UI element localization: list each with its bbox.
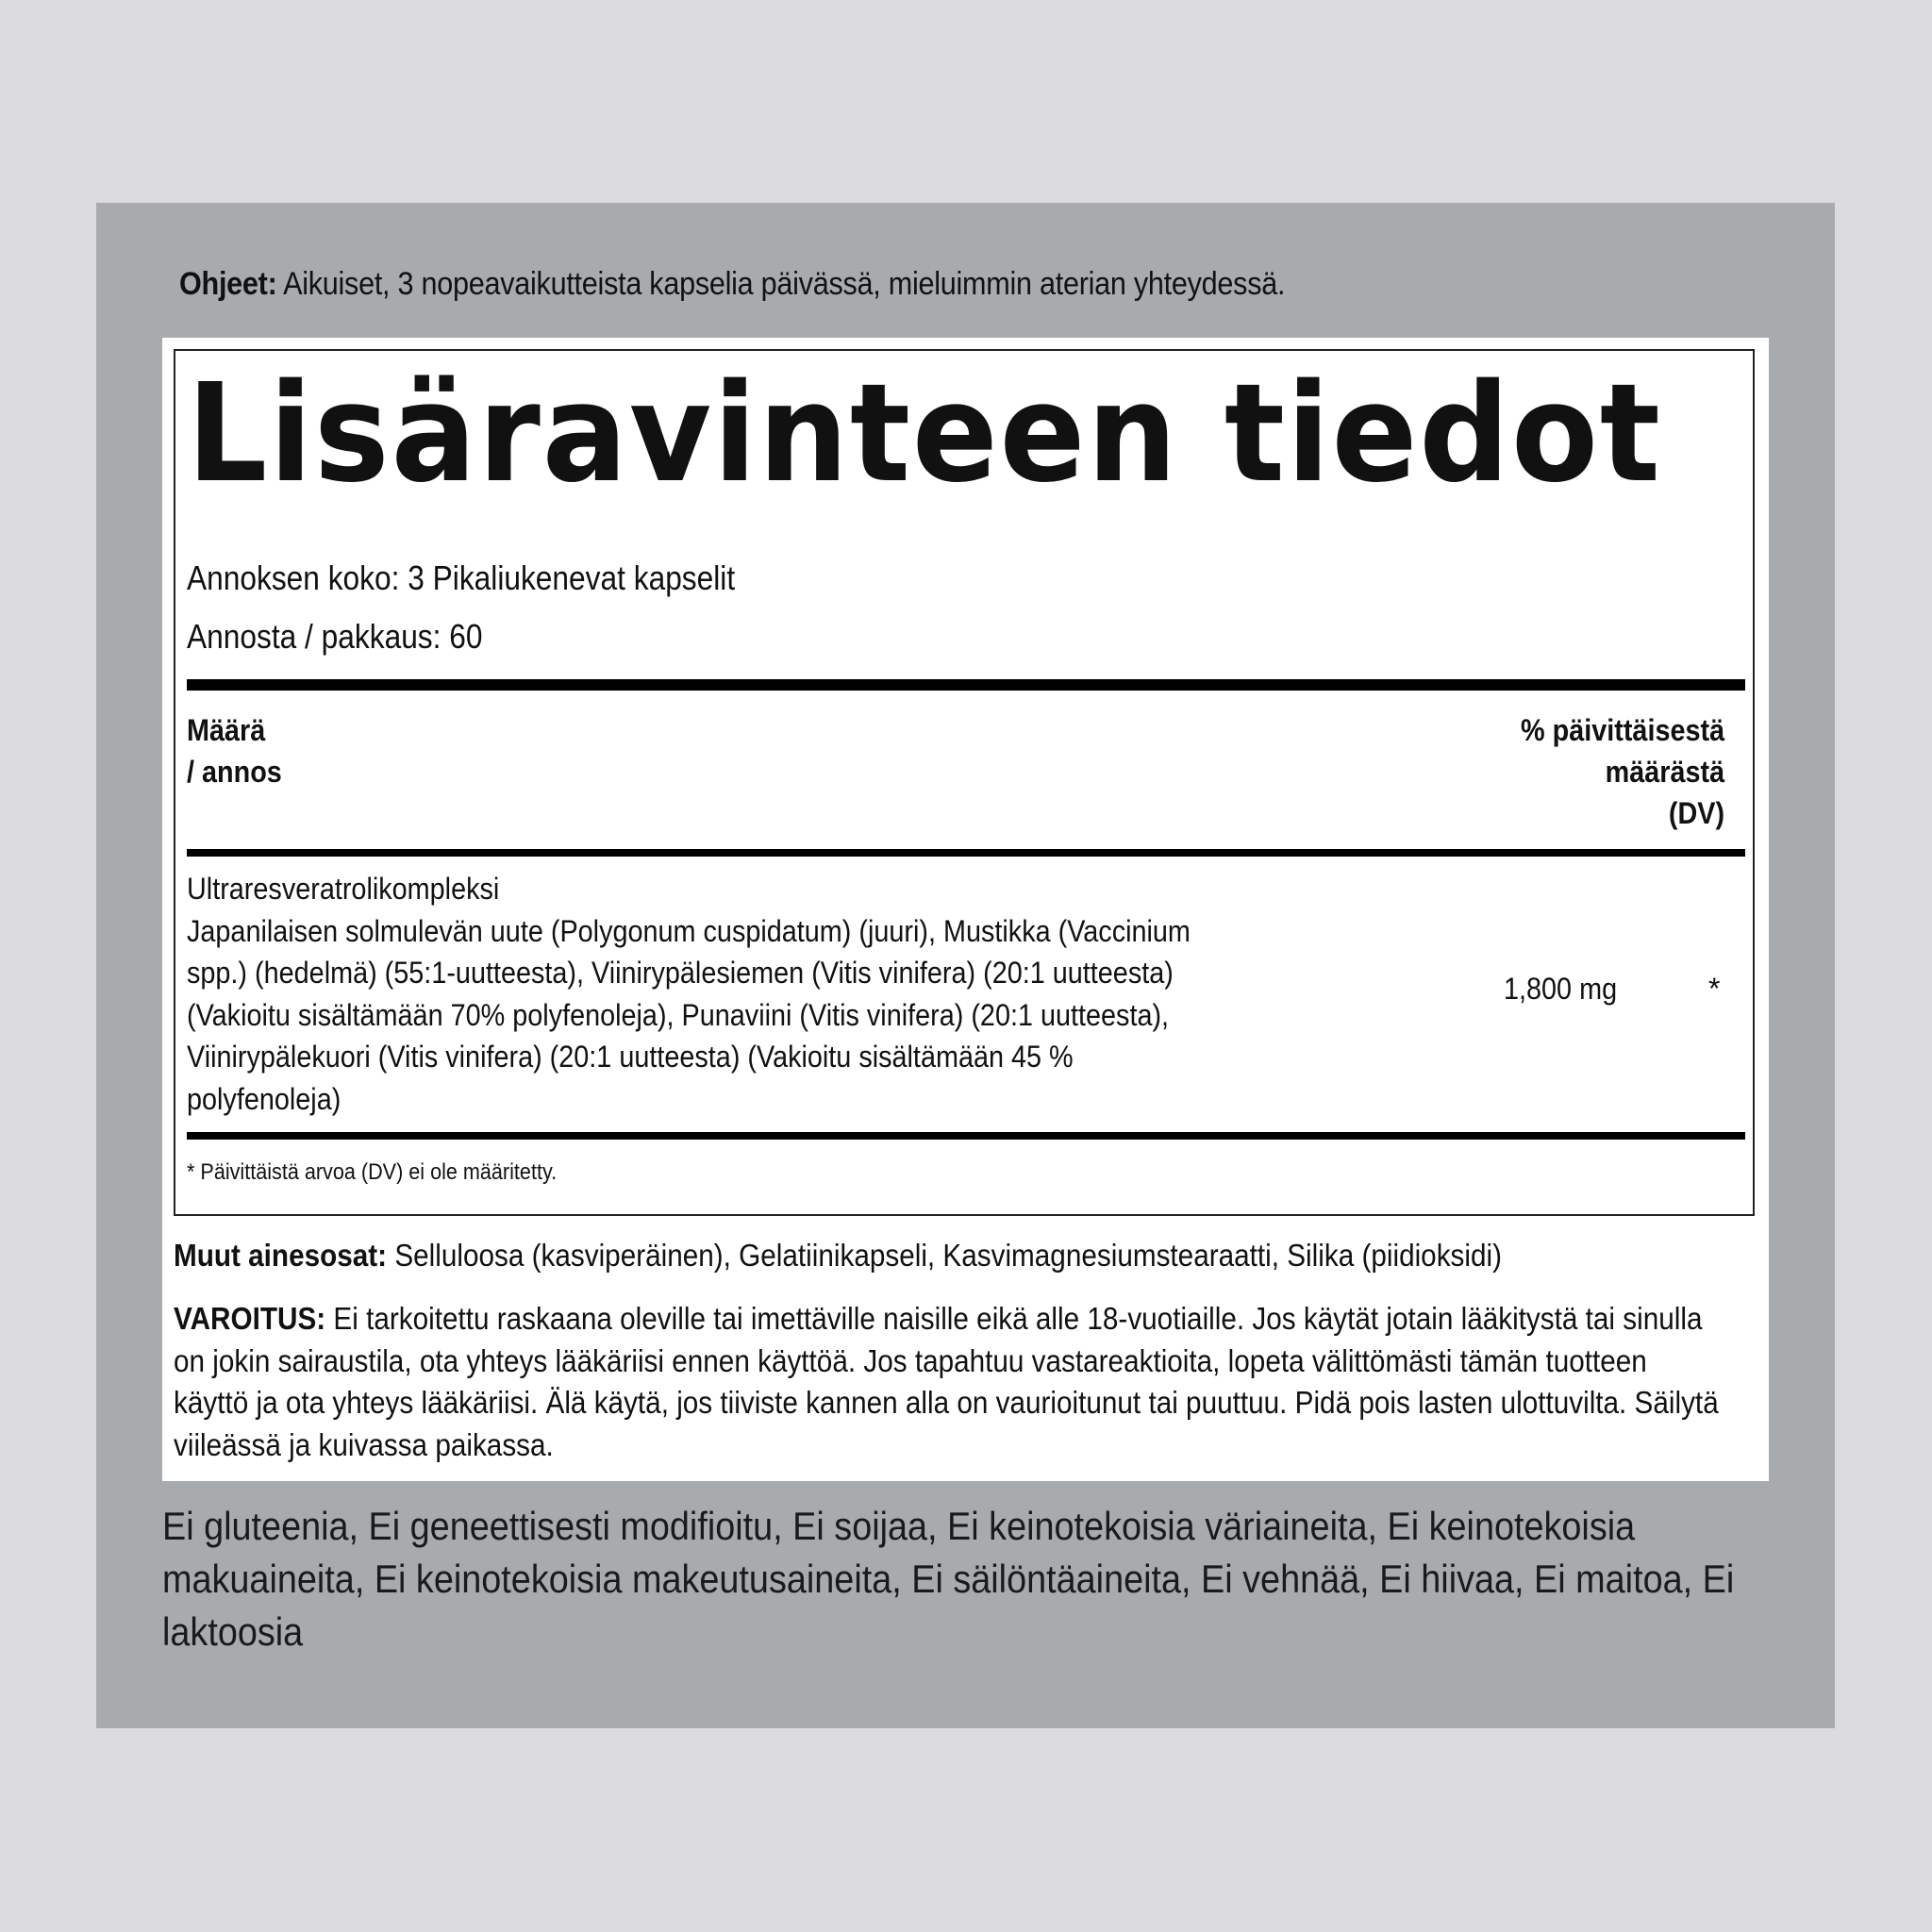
other-ingredients-text: Selluloosa (kasviperäinen), Gelatiinikapseli, Kasvimagnesiumstearaatti, Silika (piidioksidi): [387, 1238, 1503, 1273]
directions: [179, 266, 1285, 303]
ingredient-name: Ultraresveratrolikompleksi: [187, 872, 500, 906]
serving-size: Annoksen koko: 3 Pikaliukenevat kapselit: [187, 558, 736, 597]
divider-medium: [187, 849, 1745, 857]
ingredient-row: [187, 868, 1206, 1120]
warning: [174, 1298, 1727, 1466]
dv-header-line3: (DV): [1668, 796, 1724, 830]
daily-value-header: [1521, 709, 1724, 834]
supplement-facts-box: [174, 349, 1755, 1216]
directions-label: Ohjeet:: [179, 266, 277, 302]
ingredient-description: Japanilaisen solmulevän uute (Polygonum cuspidatum) (juuri), Mustikka (Vaccinium spp.) (hedelmä) (55:1-uutteesta), Viinirypälesiemen (Vitis vinifera) (20:1 uutteesta) (Vakioitu sisältämään 70% polyfenoleja), Punaviini (Vitis vinifera) (20:1 uutteesta), Viinirypälekuori (Vitis vinifera) (20:1 uutteesta) (Vakioitu sisältämään 45 % polyfenoleja): [187, 913, 1191, 1116]
divider-bottom: [187, 1132, 1745, 1140]
ingredient-dv: *: [1708, 972, 1721, 1006]
amount-header-line2: / annos: [187, 755, 282, 789]
dv-header-line1: % päivittäisestä: [1520, 713, 1724, 747]
other-ingredients-label: Muut ainesosat:: [174, 1238, 388, 1273]
dv-header-line2: määrästä: [1605, 755, 1724, 789]
ingredient-amount: 1,800 mg: [1504, 972, 1618, 1006]
warning-label: VAROITUS:: [174, 1301, 326, 1336]
servings-per-container: Annosta / pakkaus: 60: [187, 617, 483, 656]
amount-per-serving-header: [187, 709, 282, 792]
dv-footnote: * Päivittäistä arvoa (DV) ei ole määritetty.: [187, 1159, 558, 1185]
amount-header-line1: Määrä: [187, 713, 266, 747]
facts-title: Lisäravinteen tiedot: [187, 354, 1662, 512]
warning-text: Ei tarkoitettu raskaana oleville tai imettäville naisille eikä alle 18-vuotiaille. Jos käytät jotain lääkitystä tai sinulla on jokin sairaustila, ota yhteys lääkäriisi ennen käyttöä. Jos tapahtuu vastareaktioita, lopeta välittömästi tämän tuotteen käyttö ja ota yhteys lääkäriisi. Älä käytä, jos tiiviste kannen alla on vaurioitunut tai puuttuu. Pidä pois lasten ulottuvilta. Säilytä viileässä ja kuivassa paikassa.: [174, 1301, 1719, 1462]
directions-text: Aikuiset, 3 nopeavaikutteista kapselia päivässä, mieluimmin aterian yhteydessä.: [276, 266, 1286, 302]
free-from-claims: Ei gluteenia, Ei geneettisesti modifioitu, Ei soijaa, Ei keinotekoisia väriaineita, Ei keinotekoisia makuaineita, Ei keinotekoisia makeutusaineita, Ei säilöntäaineita, Ei vehnää, Ei hiivaa, Ei maitoa, Ei laktoosia: [162, 1504, 1735, 1654]
other-ingredients: [174, 1238, 1502, 1274]
divider-thick: [187, 679, 1745, 691]
